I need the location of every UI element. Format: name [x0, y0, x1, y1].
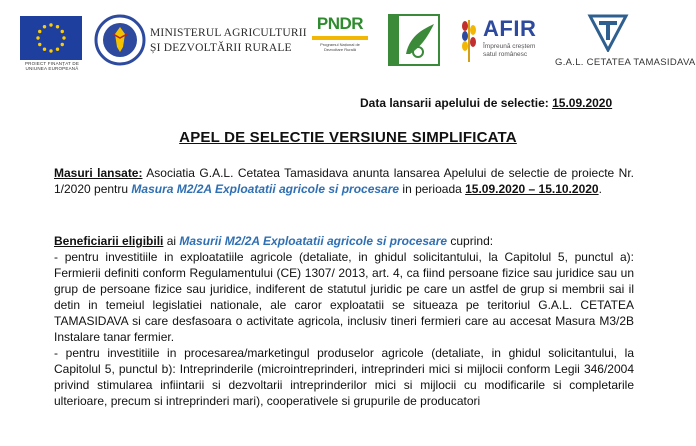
launch-date-value: 15.09.2020: [552, 96, 613, 110]
header-logos: [0, 0, 696, 80]
eu-star: [61, 43, 64, 46]
romanian-government-seal-icon: [94, 14, 146, 66]
ministry-line-2: ȘI DEZVOLTĂRII RURALE: [150, 42, 292, 54]
pndr-name: PNDR: [316, 14, 364, 33]
eu-star: [61, 30, 64, 33]
beneficiaries-label: Beneficiarii eligibili: [54, 234, 164, 248]
eu-star: [43, 25, 46, 28]
eu-star: [38, 30, 41, 33]
eu-caption: PROIECT FINANȚAT DE UNIUNEA EUROPEANĂ: [24, 61, 80, 71]
beneficiaries-item-2: - pentru investitiile in procesarea/marketingul produselor agricole (detaliate, in ghidul solicitantului, la Capitolul 5, punctul b): Intreprinderile (microintreprinderi, intreprinderi mici si mijlocii conform Legii 346/2004 privind stimularea infiintarii si dezvoltarii intreprinderilor mici si mijlocii cu modificarile si completarile ulterioare, precum si intreprinderi mari), cooperativele si grupurile de producatori: [54, 346, 634, 408]
pndr-subtitle: Programul Național de Dezvoltare Rurală: [320, 42, 360, 52]
measures-label: Masuri lansate:: [54, 166, 143, 180]
eu-star: [56, 48, 59, 51]
measures-text-3: .: [598, 182, 602, 196]
page-title: APEL DE SELECTIE VERSIUNE SIMPLIFICATA: [179, 129, 517, 146]
afir-tagline-2: satul românesc: [483, 50, 528, 58]
eu-star: [56, 25, 59, 28]
launch-date-label: Data lansarii apelului de selectie:: [360, 96, 549, 110]
ministry-line-1: MINISTERUL AGRICULTURII: [150, 27, 307, 39]
launch-date: [360, 96, 612, 110]
measures-paragraph: [54, 165, 634, 197]
beneficiaries-measure-name: Masurii M2/2A Exploatatii agricole si procesare: [179, 234, 448, 248]
afir-wheat-icon: [457, 14, 481, 64]
eu-star: [43, 48, 46, 51]
beneficiaries-paragraph: [54, 233, 634, 409]
measures-measure-name: Masura M2/2A Exploatatii agricole si procesare: [131, 182, 400, 196]
afir-logo: [483, 18, 536, 58]
pndr-stripe: [312, 36, 368, 40]
eu-star: [49, 49, 52, 52]
measures-period: 15.09.2020 – 15.10.2020: [465, 182, 599, 196]
ministry-name: [150, 26, 307, 56]
gal-name: G.A.L. CETATEA TAMASIDAVA: [555, 57, 696, 68]
beneficiaries-item-1: - pentru investitiile in exploatatiile agricole (detaliate, in ghidul solicitantului, la Capitolul 5, punctul a): Fermierii definiti conform Regulamentului (CE) 1307/ 2013, art. 4, ca fiind persoane fizice sau juridice sau un grup de persoane fizice sau juridice, indiferent de statutul juridic pe care un astfel de grup si membrii sai il detin in temeiul legislatiei nationale, ale caror exploatatii se situeaza pe teritoriul G.A.L. CETATEA TAMASIDAVA si care desfasoara o activitate agricola, inclusiv tineri fermieri care au accesat Masura M3/2B Instalare tanar fermier.: [54, 250, 634, 344]
leader-logo-icon: [388, 14, 440, 66]
gal-logo-icon: [586, 12, 630, 52]
eu-star: [49, 23, 52, 26]
pndr-logo-icon: [310, 14, 370, 66]
beneficiaries-text-1: ai: [163, 234, 180, 248]
eu-flag-icon: [20, 16, 82, 60]
eu-star: [36, 36, 39, 39]
measures-text-1: Asociatia G.A.L. Cetatea Tamasidava anunta lansarea Apelului de selectie de proiecte Nr. 1/2020 pentru: [54, 166, 634, 196]
measures-text-2: in perioada: [399, 182, 466, 196]
beneficiaries-text-2: cuprind:: [447, 234, 494, 248]
eu-star: [38, 43, 41, 46]
afir-name: AFIR: [483, 16, 537, 41]
afir-tagline-1: Împreună creștem: [483, 43, 536, 50]
eu-star: [62, 36, 65, 39]
